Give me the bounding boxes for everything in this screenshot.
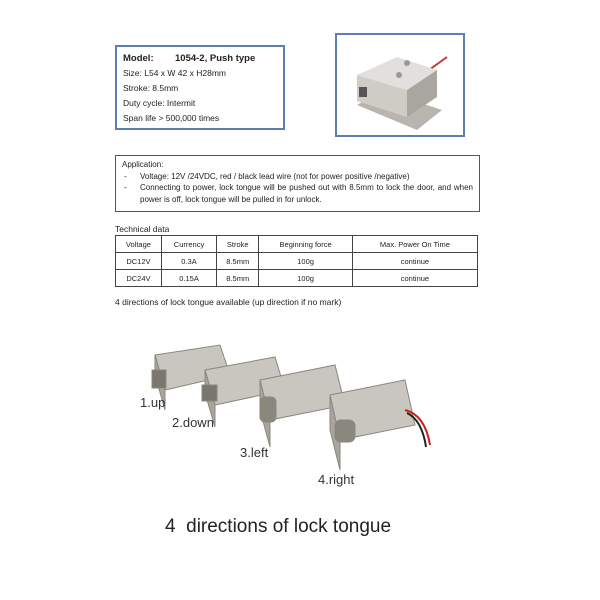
col-stroke: Stroke: [217, 236, 259, 253]
table-row: [116, 270, 478, 287]
cell: 8.5mm: [217, 253, 259, 270]
model-spec-box: [115, 45, 285, 130]
cell: 100g: [259, 270, 353, 287]
label-left: 3.left: [240, 445, 269, 460]
spec-size: Size: L54 x W 42 x H28mm: [123, 68, 226, 78]
model-value: 1054-2, Push type: [175, 53, 256, 64]
model-label: Model:: [123, 53, 154, 64]
label-right: 4.right: [318, 472, 355, 487]
cell: 100g: [259, 253, 353, 270]
cell: 0.15A: [161, 270, 216, 287]
spec-duty: Duty cycle: Intermit: [123, 98, 196, 108]
application-title: Application:: [122, 160, 164, 169]
label-up: 1.up: [140, 395, 166, 410]
label-down: 2.down: [172, 415, 214, 430]
application-item: - Connecting to power, lock tongue will be pushed out with 8.5mm to lock the door, and when power is off, lock tongue will be pulled in for unlock.: [122, 182, 473, 205]
table-header-row: [116, 236, 478, 253]
table-row: [116, 253, 478, 270]
cell: continue: [352, 253, 477, 270]
spec-life: Span life > 500,000 times: [123, 113, 220, 123]
application-box: [115, 155, 480, 212]
technical-data-table: [115, 235, 478, 287]
spec-stroke: Stroke: 8.5mm: [123, 83, 179, 93]
col-force: Beginning force: [259, 236, 353, 253]
product-photo: [335, 33, 465, 137]
technical-data-title: Technical data: [115, 224, 170, 234]
application-item: - Voltage: 12V /24VDC, red / black lead wire (not for power positive /negative): [122, 171, 473, 183]
col-voltage: Voltage: [116, 236, 162, 253]
cell: DC12V: [116, 253, 162, 270]
photo-caption: 4 directions of lock tongue: [165, 516, 392, 537]
col-power-time: Max. Power On Time: [352, 236, 477, 253]
cell: continue: [352, 270, 477, 287]
cell: DC24V: [116, 270, 162, 287]
cell: 0.3A: [161, 253, 216, 270]
directions-note: 4 directions of lock tongue available (up direction if no mark): [115, 297, 342, 307]
cell: 8.5mm: [217, 270, 259, 287]
col-currency: Currency: [161, 236, 216, 253]
